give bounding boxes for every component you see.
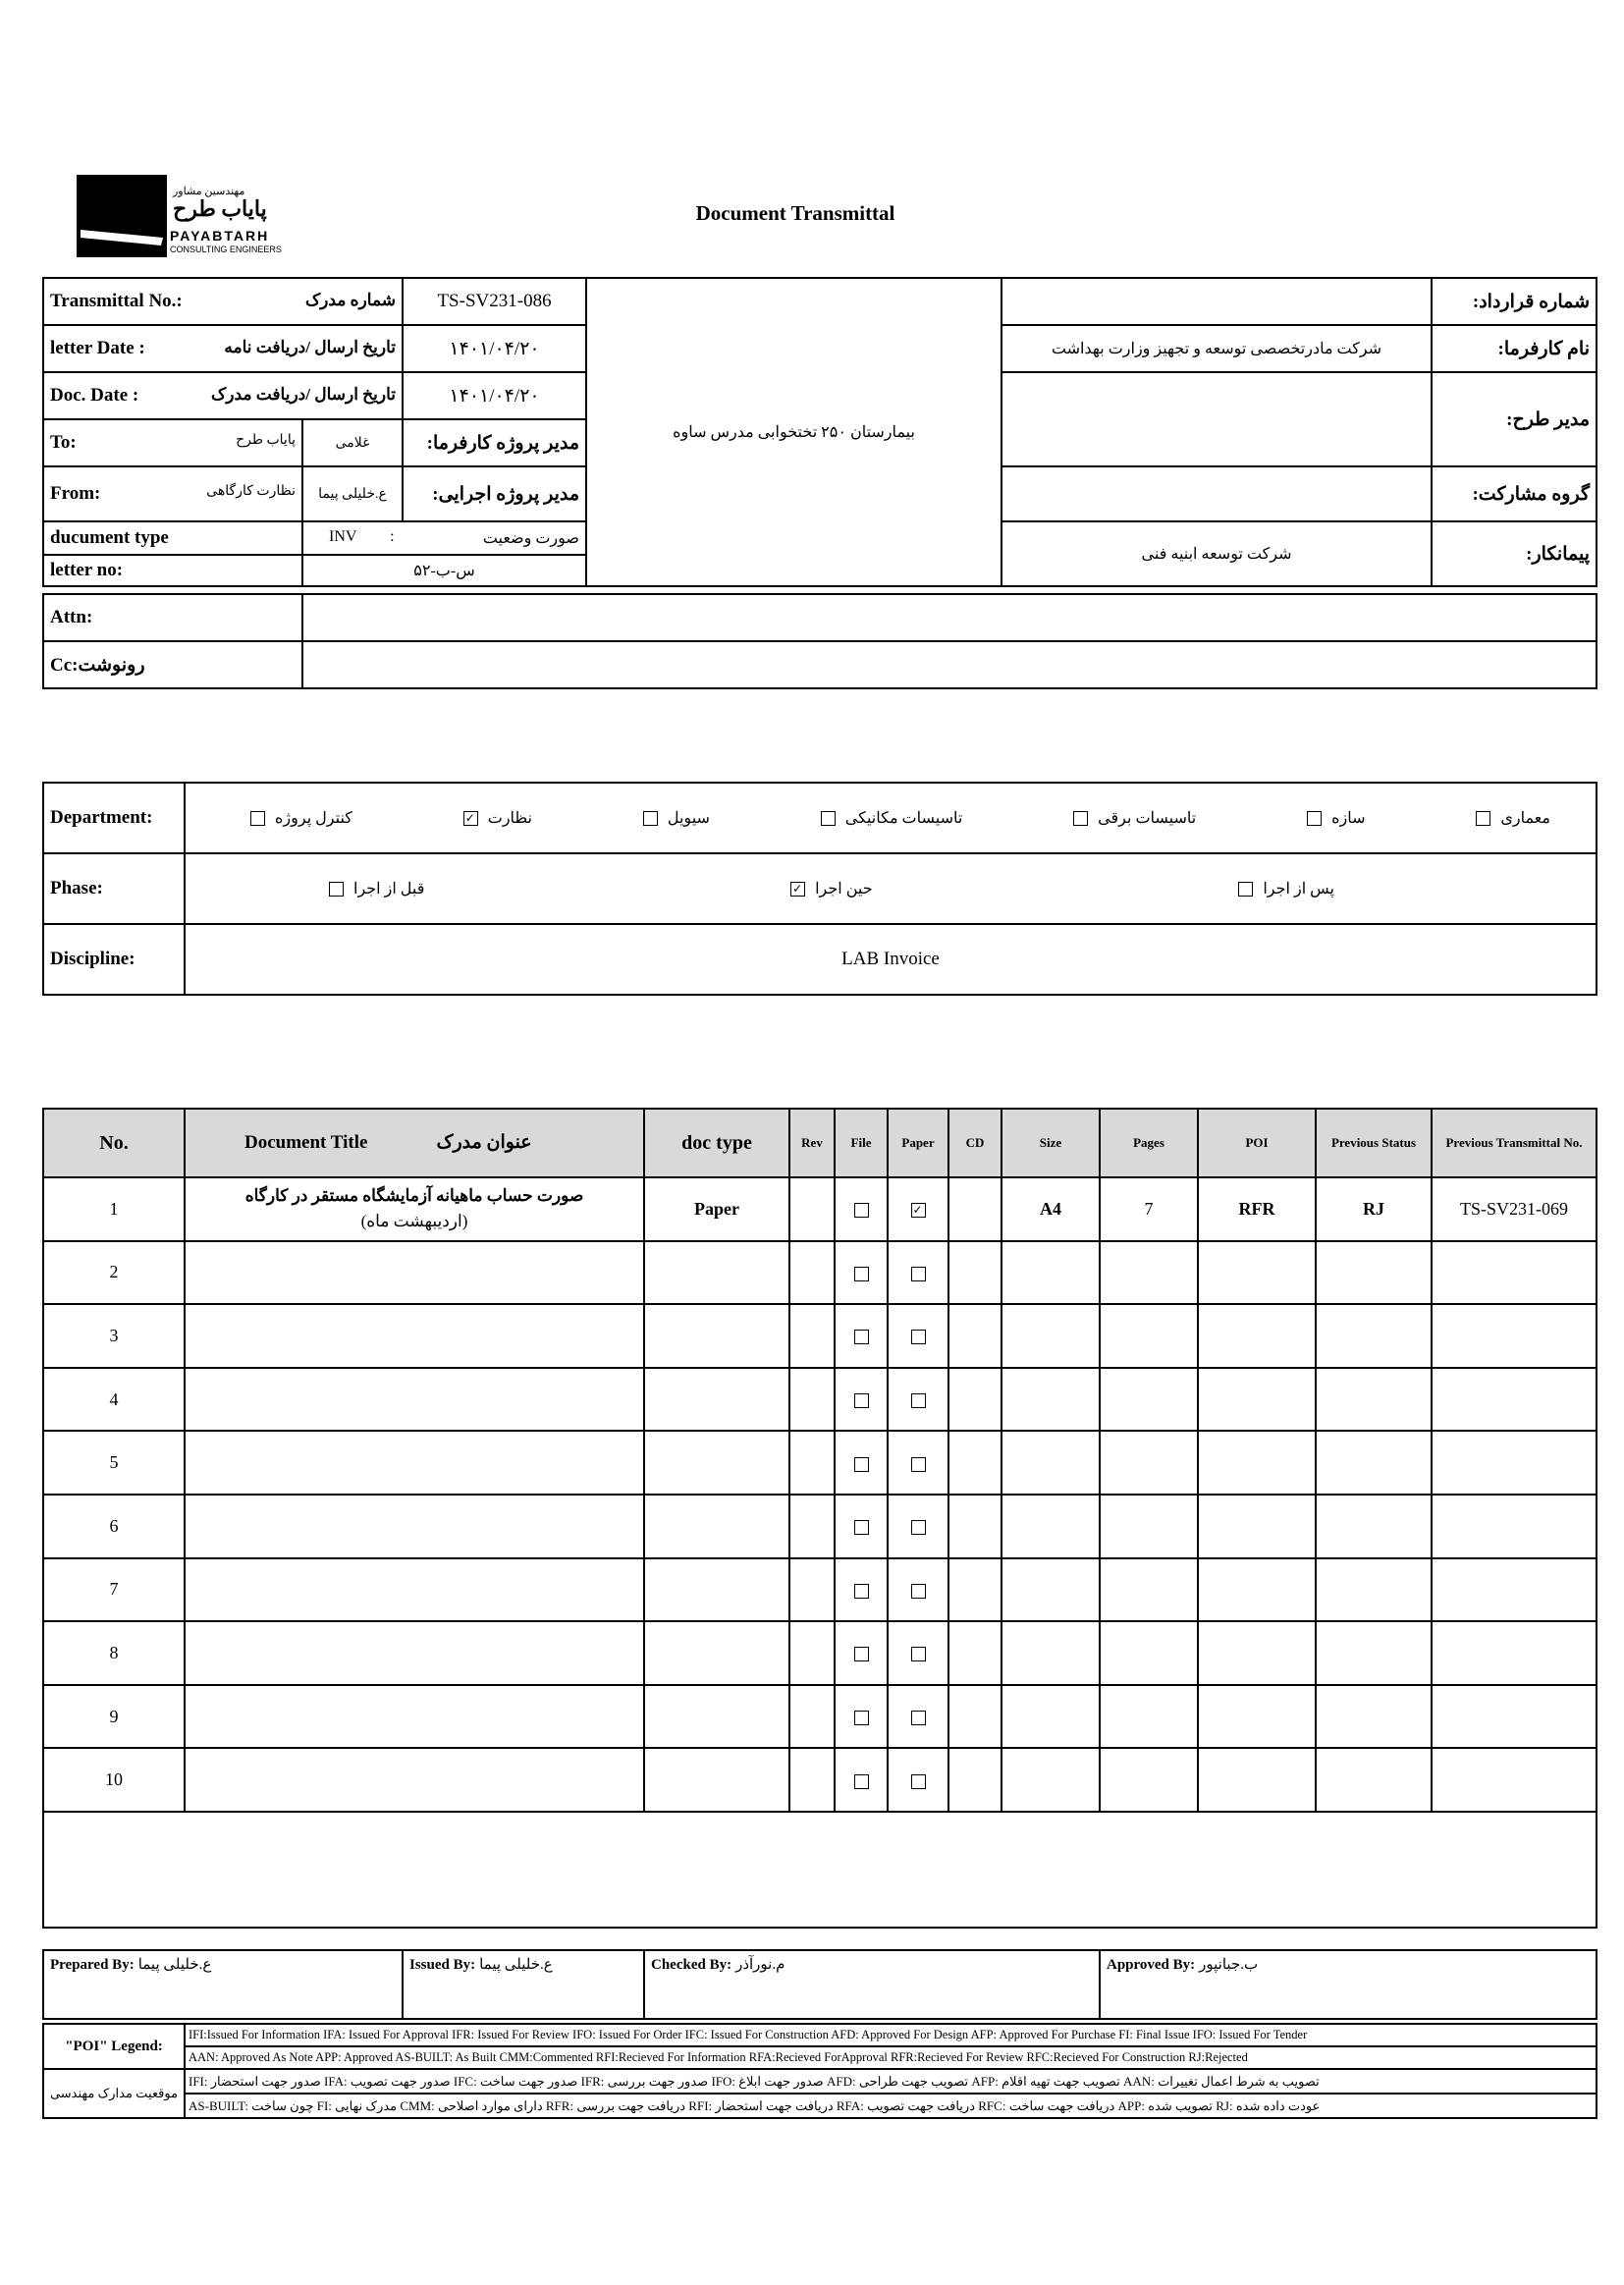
department-option[interactable] bbox=[250, 808, 352, 828]
poi-legend-line2: AAN: Approved As Note APP: Approved AS-BUILT: As Built CMM:Commented RFI:Recieved For Information RFA:Recieved ForApproval RFR:Recieved For Review RFC:Recieved For Construction RJ:Rejected bbox=[185, 2046, 1597, 2069]
row-pages bbox=[1100, 1304, 1198, 1368]
row-no: 2 bbox=[43, 1241, 185, 1305]
checkbox-icon[interactable] bbox=[911, 1203, 926, 1218]
col-doc-type: doc type bbox=[644, 1109, 789, 1177]
designer-value bbox=[1001, 372, 1432, 466]
row-file bbox=[835, 1495, 888, 1558]
checkbox-icon[interactable] bbox=[790, 882, 805, 897]
row-prev-transmittal bbox=[1432, 1241, 1597, 1305]
checkbox-icon[interactable] bbox=[911, 1330, 926, 1344]
checkbox-icon[interactable] bbox=[250, 811, 265, 826]
page-title: Document Transmittal bbox=[695, 201, 895, 225]
checkbox-icon[interactable] bbox=[854, 1584, 869, 1599]
status-legend-line2: AS-BUILT: چون ساخت FI: مدرک نهایی CMM: دارای موارد اصلاحی RFR: دریافت جهت بررسی RFI: دریافت جهت استحضار RFA: دریافت جهت تصویب RFC: دریافت جهت ساخت APP: تصویب شده RJ: عودت داده شده bbox=[185, 2094, 1597, 2118]
row-prev-status: RJ bbox=[1316, 1177, 1432, 1241]
from-label: From: نظارت کارگاهی bbox=[43, 466, 302, 521]
table-row bbox=[43, 1177, 1597, 1241]
checkbox-icon[interactable] bbox=[1307, 811, 1322, 826]
department-option[interactable] bbox=[821, 808, 963, 828]
row-pages bbox=[1100, 1621, 1198, 1685]
project-name: بیمارستان ۲۵۰ تختخوابی مدرس ساوه bbox=[586, 278, 1001, 586]
table-row bbox=[43, 1304, 1597, 1368]
row-doc-type bbox=[644, 1621, 789, 1685]
doc-date-value: ۱۴۰۱/۰۴/۲۰ bbox=[403, 372, 586, 419]
row-prev-transmittal bbox=[1432, 1495, 1597, 1558]
row-rev bbox=[789, 1368, 835, 1432]
col-paper: Paper bbox=[888, 1109, 948, 1177]
row-title bbox=[185, 1621, 644, 1685]
col-rev: Rev bbox=[789, 1109, 835, 1177]
checkbox-icon[interactable] bbox=[911, 1711, 926, 1725]
row-size bbox=[1001, 1685, 1100, 1749]
document-table bbox=[42, 1108, 1597, 1929]
table-row bbox=[43, 1748, 1597, 1812]
row-pages bbox=[1100, 1558, 1198, 1622]
prepared-by: Prepared By: ع.خلیلی پیما bbox=[43, 1950, 403, 2019]
row-poi bbox=[1198, 1241, 1316, 1305]
checkbox-icon[interactable] bbox=[854, 1203, 869, 1218]
row-no: 5 bbox=[43, 1431, 185, 1495]
row-size bbox=[1001, 1558, 1100, 1622]
contractor-label: پیمانکار: bbox=[1432, 521, 1597, 586]
row-doc-type: Paper bbox=[644, 1177, 789, 1241]
row-file bbox=[835, 1621, 888, 1685]
row-paper bbox=[888, 1241, 948, 1305]
header-table bbox=[42, 277, 1597, 587]
row-pages bbox=[1100, 1241, 1198, 1305]
row-title bbox=[185, 1495, 644, 1558]
row-title bbox=[185, 1368, 644, 1432]
cc-value bbox=[302, 641, 1597, 688]
row-prev-transmittal bbox=[1432, 1368, 1597, 1432]
checkbox-icon[interactable] bbox=[911, 1647, 926, 1661]
table-row bbox=[43, 1368, 1597, 1432]
row-size bbox=[1001, 1748, 1100, 1812]
row-size: A4 bbox=[1001, 1177, 1100, 1241]
department-option[interactable] bbox=[643, 808, 710, 828]
signature-table bbox=[42, 1949, 1597, 2020]
row-paper bbox=[888, 1495, 948, 1558]
row-size bbox=[1001, 1495, 1100, 1558]
row-file bbox=[835, 1748, 888, 1812]
transmittal-no-value: TS-SV231-086 bbox=[403, 278, 586, 325]
row-file bbox=[835, 1368, 888, 1432]
department-option-label: معماری bbox=[1500, 810, 1550, 827]
checkbox-icon[interactable] bbox=[854, 1520, 869, 1535]
classification-table bbox=[42, 782, 1597, 996]
partner-value bbox=[1001, 466, 1432, 521]
table-row bbox=[43, 1621, 1597, 1685]
row-doc-type bbox=[644, 1241, 789, 1305]
col-poi: POI bbox=[1198, 1109, 1316, 1177]
row-doc-type bbox=[644, 1304, 789, 1368]
employer-value: شرکت مادرتخصصی توسعه و تجهیز وزارت بهداشت bbox=[1001, 325, 1432, 372]
row-no: 9 bbox=[43, 1685, 185, 1749]
row-file bbox=[835, 1241, 888, 1305]
row-cd bbox=[948, 1495, 1001, 1558]
logo-en-name: PAYABTARH bbox=[170, 228, 270, 244]
table-row bbox=[43, 1558, 1597, 1622]
letter-date-value: ۱۴۰۱/۰۴/۲۰ bbox=[403, 325, 586, 372]
checkbox-icon[interactable] bbox=[1476, 811, 1490, 826]
row-poi bbox=[1198, 1368, 1316, 1432]
row-size bbox=[1001, 1304, 1100, 1368]
row-rev bbox=[789, 1685, 835, 1749]
row-rev bbox=[789, 1748, 835, 1812]
row-prev-status bbox=[1316, 1495, 1432, 1558]
department-option[interactable] bbox=[1073, 808, 1196, 828]
department-label: Department: bbox=[43, 783, 185, 853]
row-rev bbox=[789, 1177, 835, 1241]
notes-area bbox=[43, 1812, 1597, 1928]
row-poi bbox=[1198, 1685, 1316, 1749]
row-prev-transmittal bbox=[1432, 1304, 1597, 1368]
discipline-label: Discipline: bbox=[43, 924, 185, 995]
row-prev-transmittal bbox=[1432, 1621, 1597, 1685]
from-role-label: مدیر پروژه اجرایی: bbox=[403, 466, 586, 521]
checkbox-icon[interactable] bbox=[911, 1393, 926, 1408]
row-poi bbox=[1198, 1748, 1316, 1812]
row-file bbox=[835, 1558, 888, 1622]
department-option-label: سازه bbox=[1331, 810, 1366, 827]
row-pages: 7 bbox=[1100, 1177, 1198, 1241]
from-person: ع.خلیلی پیما bbox=[302, 466, 403, 521]
col-prev-transmittal: Previous Transmittal No. bbox=[1432, 1109, 1597, 1177]
col-cd: CD bbox=[948, 1109, 1001, 1177]
row-paper bbox=[888, 1368, 948, 1432]
department-option-label: تاسیسات مکانیکی bbox=[844, 810, 963, 827]
row-pages bbox=[1100, 1685, 1198, 1749]
row-poi bbox=[1198, 1431, 1316, 1495]
checkbox-icon[interactable] bbox=[854, 1711, 869, 1725]
row-pages bbox=[1100, 1495, 1198, 1558]
row-doc-type bbox=[644, 1558, 789, 1622]
department-option[interactable] bbox=[1307, 808, 1365, 828]
checkbox-icon[interactable] bbox=[854, 1267, 869, 1281]
row-cd bbox=[948, 1431, 1001, 1495]
row-poi bbox=[1198, 1304, 1316, 1368]
row-rev bbox=[789, 1495, 835, 1558]
col-file: File bbox=[835, 1109, 888, 1177]
row-title bbox=[185, 1431, 644, 1495]
letter-no-label: letter no: bbox=[43, 555, 302, 586]
poi-legend-label: "POI" Legend: bbox=[43, 2024, 185, 2069]
row-size bbox=[1001, 1431, 1100, 1495]
table-row bbox=[43, 1495, 1597, 1558]
contract-no-label: شماره قرارداد: bbox=[1432, 278, 1597, 325]
row-pages bbox=[1100, 1431, 1198, 1495]
checkbox-icon[interactable] bbox=[643, 811, 658, 826]
row-cd bbox=[948, 1177, 1001, 1241]
checkbox-icon[interactable] bbox=[911, 1774, 926, 1789]
department-option-label: تاسیسات برقی bbox=[1098, 810, 1197, 827]
phase-label: Phase: bbox=[43, 853, 185, 924]
row-poi bbox=[1198, 1495, 1316, 1558]
row-no: 10 bbox=[43, 1748, 185, 1812]
row-rev bbox=[789, 1241, 835, 1305]
checkbox-icon[interactable] bbox=[1073, 811, 1088, 826]
checkbox-icon[interactable] bbox=[911, 1584, 926, 1599]
row-rev bbox=[789, 1304, 835, 1368]
row-prev-transmittal bbox=[1432, 1558, 1597, 1622]
phase-option-label: پس از اجرا bbox=[1263, 881, 1334, 898]
row-cd bbox=[948, 1368, 1001, 1432]
checkbox-icon[interactable] bbox=[1238, 882, 1253, 897]
row-title bbox=[185, 1304, 644, 1368]
table-row bbox=[43, 1241, 1597, 1305]
row-doc-type bbox=[644, 1748, 789, 1812]
row-prev-transmittal bbox=[1432, 1431, 1597, 1495]
row-doc-type bbox=[644, 1495, 789, 1558]
phase-option[interactable] bbox=[790, 879, 873, 898]
checkbox-icon[interactable] bbox=[854, 1774, 869, 1789]
row-paper bbox=[888, 1621, 948, 1685]
row-prev-status bbox=[1316, 1558, 1432, 1622]
payabtarh-logo-icon bbox=[77, 175, 170, 257]
transmittal-no-label: Transmittal No.: شماره مدرک bbox=[43, 278, 403, 325]
row-file bbox=[835, 1685, 888, 1749]
row-cd bbox=[948, 1748, 1001, 1812]
row-paper bbox=[888, 1748, 948, 1812]
phase-options bbox=[185, 853, 1597, 924]
row-file bbox=[835, 1431, 888, 1495]
col-prev-status: Previous Status bbox=[1316, 1109, 1432, 1177]
contract-no-value bbox=[1001, 278, 1432, 325]
row-cd bbox=[948, 1241, 1001, 1305]
row-cd bbox=[948, 1558, 1001, 1622]
row-prev-status bbox=[1316, 1368, 1432, 1432]
phase-option[interactable] bbox=[1238, 879, 1334, 898]
logo-fa-name: پایاب طرح bbox=[173, 196, 267, 221]
row-size bbox=[1001, 1621, 1100, 1685]
poi-legend-line1: IFI:Issued For Information IFA: Issued For Approval IFR: Issued For Review IFO: Issued For Order IFC: Issued For Construction AFD: Approved For Design AFP: Approved For Purchase FI: Final Issue IFO: Issued For Tender bbox=[185, 2024, 1597, 2046]
row-pages bbox=[1100, 1368, 1198, 1432]
row-doc-type bbox=[644, 1431, 789, 1495]
letter-no-value: ۵۲-س-ب bbox=[302, 555, 586, 586]
row-prev-status bbox=[1316, 1621, 1432, 1685]
department-option-label: نظارت bbox=[487, 810, 532, 827]
row-paper bbox=[888, 1685, 948, 1749]
row-prev-status bbox=[1316, 1748, 1432, 1812]
status-legend-line1: IFI: صدور جهت استحضار IFA: صدور جهت تصویب IFC: صدور جهت ساخت IFR: صدور جهت بررسی IFO: صدور جهت ابلاغ AFD: تصویب جهت طراحی AFP: تصویب جهت تهیه اقلام AAN: تصویب به شرط اعمال تغییرات bbox=[185, 2069, 1597, 2094]
checkbox-icon[interactable] bbox=[821, 811, 836, 826]
row-title bbox=[185, 1241, 644, 1305]
col-title: Document Title عنوان مدرک bbox=[185, 1109, 644, 1177]
row-prev-transmittal: TS-SV231-069 bbox=[1432, 1177, 1597, 1241]
checkbox-icon[interactable] bbox=[911, 1457, 926, 1472]
approved-by: Approved By: ب.جبانپور bbox=[1100, 1950, 1597, 2019]
doc-date-label: Doc. Date : تاریخ ارسال /دریافت مدرک bbox=[43, 372, 403, 419]
row-rev bbox=[789, 1431, 835, 1495]
to-label: To: پایاب طرح bbox=[43, 419, 302, 466]
logo-fa-top: مهندسین مشاور bbox=[173, 186, 245, 197]
doc-type-label: ducument type bbox=[43, 521, 302, 555]
row-no: 8 bbox=[43, 1621, 185, 1685]
row-prev-status bbox=[1316, 1431, 1432, 1495]
row-rev bbox=[789, 1558, 835, 1622]
designer-label: مدیر طرح: bbox=[1432, 372, 1597, 466]
phase-option[interactable] bbox=[329, 879, 424, 898]
company-logo bbox=[77, 175, 312, 257]
checkbox-icon[interactable] bbox=[911, 1520, 926, 1535]
row-cd bbox=[948, 1621, 1001, 1685]
checkbox-icon[interactable] bbox=[854, 1393, 869, 1408]
row-prev-transmittal bbox=[1432, 1685, 1597, 1749]
row-poi: RFR bbox=[1198, 1177, 1316, 1241]
attn-cc-table bbox=[42, 593, 1597, 689]
row-pages bbox=[1100, 1748, 1198, 1812]
employer-label: نام کارفرما: bbox=[1432, 325, 1597, 372]
letter-date-label: letter Date : تاریخ ارسال /دریافت نامه bbox=[43, 325, 403, 372]
department-options bbox=[185, 783, 1597, 853]
row-prev-status bbox=[1316, 1241, 1432, 1305]
partner-label: گروه مشارکت: bbox=[1432, 466, 1597, 521]
row-no: 1 bbox=[43, 1177, 185, 1241]
legend-table bbox=[42, 2023, 1597, 2119]
row-title bbox=[185, 1748, 644, 1812]
to-person: غلامی bbox=[302, 419, 403, 466]
table-row bbox=[43, 1431, 1597, 1495]
row-prev-status bbox=[1316, 1685, 1432, 1749]
phase-option-label: قبل از اجرا bbox=[353, 881, 425, 898]
checked-by: Checked By: م.نورآذر bbox=[644, 1950, 1100, 2019]
issued-by: Issued By: ع.خلیلی پیما bbox=[403, 1950, 644, 2019]
row-doc-type bbox=[644, 1685, 789, 1749]
department-option-label: کنترل پروژه bbox=[275, 810, 352, 827]
checkbox-icon[interactable] bbox=[463, 811, 478, 826]
row-paper bbox=[888, 1431, 948, 1495]
checkbox-icon[interactable] bbox=[911, 1267, 926, 1281]
row-prev-transmittal bbox=[1432, 1748, 1597, 1812]
attn-label: Attn: bbox=[43, 594, 302, 641]
checkbox-icon[interactable] bbox=[854, 1330, 869, 1344]
row-doc-type bbox=[644, 1368, 789, 1432]
contractor-value: شرکت توسعه ابنیه فنی bbox=[1001, 521, 1432, 586]
row-poi bbox=[1198, 1621, 1316, 1685]
col-no: No. bbox=[43, 1109, 185, 1177]
row-cd bbox=[948, 1685, 1001, 1749]
row-no: 6 bbox=[43, 1495, 185, 1558]
row-no: 4 bbox=[43, 1368, 185, 1432]
row-title bbox=[185, 1685, 644, 1749]
row-no: 7 bbox=[43, 1558, 185, 1622]
checkbox-icon[interactable] bbox=[854, 1647, 869, 1661]
row-paper bbox=[888, 1558, 948, 1622]
col-pages: Pages bbox=[1100, 1109, 1198, 1177]
table-row bbox=[43, 1685, 1597, 1749]
discipline-value: LAB Invoice bbox=[185, 924, 1597, 995]
row-size bbox=[1001, 1241, 1100, 1305]
to-role-label: مدیر پروژه کارفرما: bbox=[403, 419, 586, 466]
row-cd bbox=[948, 1304, 1001, 1368]
row-size bbox=[1001, 1368, 1100, 1432]
row-prev-status bbox=[1316, 1304, 1432, 1368]
row-title bbox=[185, 1558, 644, 1622]
row-paper bbox=[888, 1177, 948, 1241]
doc-type-value: INV : صورت وضعیت bbox=[302, 521, 586, 555]
col-size: Size bbox=[1001, 1109, 1100, 1177]
checkbox-icon[interactable] bbox=[854, 1457, 869, 1472]
row-paper bbox=[888, 1304, 948, 1368]
logo-en-sub: CONSULTING ENGINEERS bbox=[170, 245, 282, 254]
row-no: 3 bbox=[43, 1304, 185, 1368]
cc-label: Cc:رونوشت bbox=[43, 641, 302, 688]
row-file bbox=[835, 1177, 888, 1241]
row-file bbox=[835, 1304, 888, 1368]
row-poi bbox=[1198, 1558, 1316, 1622]
phase-option-label: حین اجرا bbox=[815, 881, 873, 898]
row-title: صورت حساب ماهیانه آزمایشگاه مستقر در کارگاه (اردیبهشت ماه) bbox=[185, 1177, 644, 1241]
department-option[interactable] bbox=[463, 808, 532, 828]
checkbox-icon[interactable] bbox=[329, 882, 344, 897]
department-option-label: سیویل bbox=[667, 810, 710, 827]
department-option[interactable] bbox=[1476, 808, 1550, 828]
attn-value bbox=[302, 594, 1597, 641]
row-rev bbox=[789, 1621, 835, 1685]
status-legend-label: موقعیت مدارک مهندسی bbox=[43, 2069, 185, 2118]
